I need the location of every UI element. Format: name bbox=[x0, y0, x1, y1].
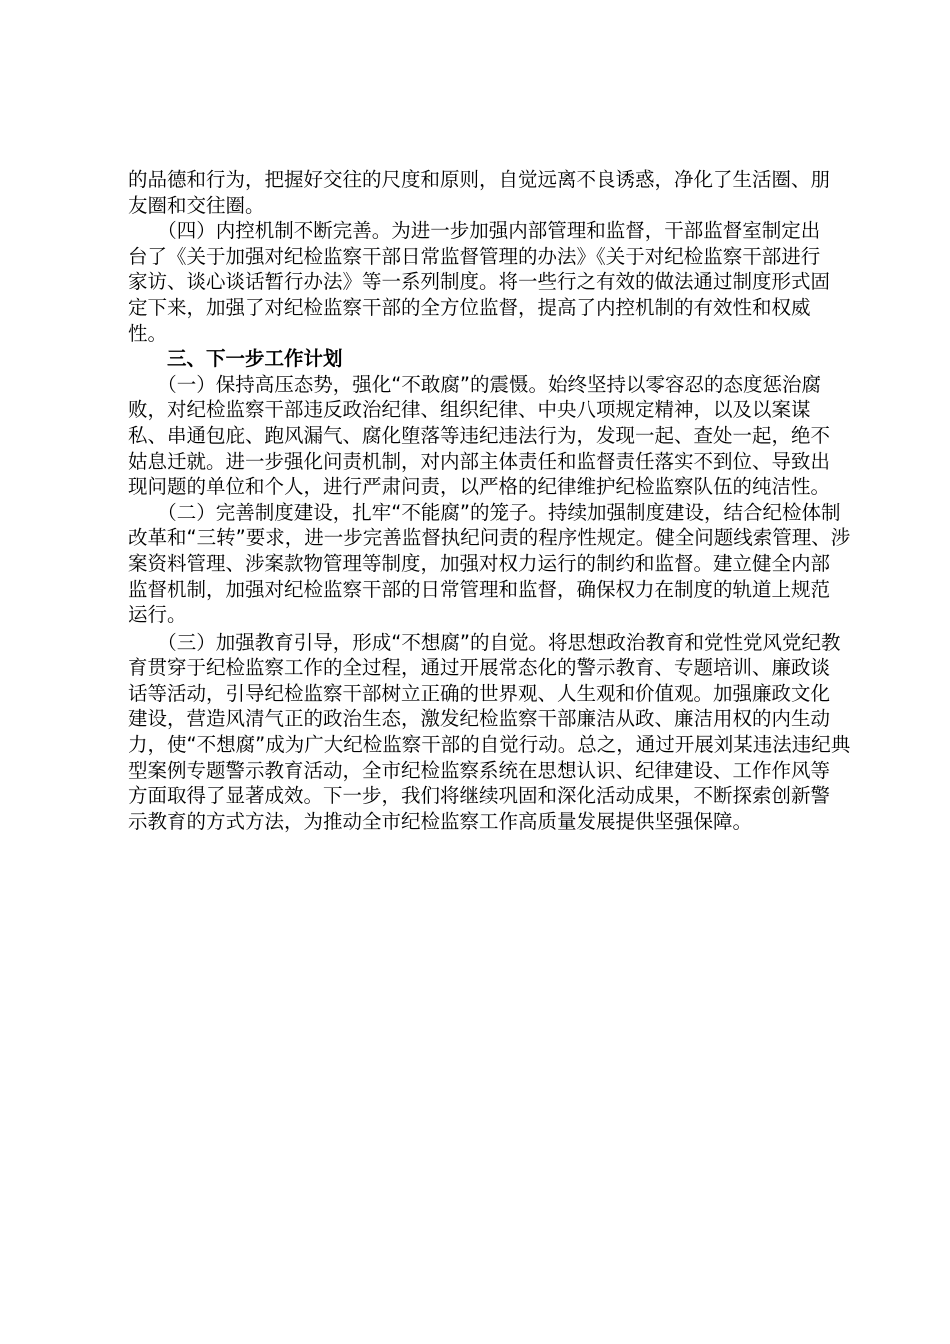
paragraph-p5 bbox=[128, 630, 851, 835]
text-line: 台了《关于加强对纪检监察干部日常监督管理的办法》《关于对纪检监察干部进行 bbox=[128, 244, 821, 268]
text-line: 方面取得了显著成效。下一步，我们将继续巩固和深化活动成果，不断探索创新警 bbox=[128, 784, 831, 808]
text-line: 现问题的单位和个人，进行严肃问责，以严格的纪律维护纪检监察队伍的纯洁性。 bbox=[128, 475, 831, 499]
text-line: 姑息迁就。进一步强化问责机制，对内部主体责任和监督责任落实不到位、导致出 bbox=[128, 449, 831, 473]
text-line: 话等活动，引导纪检监察干部树立正确的世界观、人生观和价值观。加强廉政文化 bbox=[128, 681, 831, 705]
text-line: 监督机制，加强对纪检监察干部的日常管理和监督，确保权力在制度的轨道上规范 bbox=[128, 577, 831, 601]
text-line: （一）保持高压态势，强化“不敢腐”的震慑。始终坚持以零容忍的态度惩治腐 bbox=[128, 372, 821, 396]
text-line: 的品德和行为，把握好交往的尺度和原则，自觉远离不良诱惑，净化了生活圈、朋 bbox=[128, 168, 831, 191]
text-line: 私、串通包庇、跑风漏气、腐化堕落等违纪违法行为，发现一起、查处一起，绝不 bbox=[128, 423, 831, 447]
text-line: （三）加强教育引导，形成“不想腐”的自觉。将思想政治教育和党性党风党纪教 bbox=[128, 630, 841, 654]
text-line: 友圈和交往圈。 bbox=[128, 193, 265, 217]
text-line: 败，对纪检监察干部违反政治纪律、组织纪律、中央八项规定精神，以及以案谋 bbox=[128, 398, 811, 422]
paragraph-p2 bbox=[128, 218, 835, 346]
text-line: 定下来，加强了对纪检监察干部的全方位监督，提高了内控机制的有效性和权威 bbox=[128, 295, 811, 319]
text-line: 案资料管理、涉案款物管理等制度，加强对权力运行的制约和监督。建立健全内部 bbox=[128, 551, 831, 575]
document-body bbox=[128, 167, 851, 834]
text-line: 建设，营造风清气正的政治生态，激发纪检监察干部廉洁从政、廉洁用权的内生动 bbox=[128, 707, 831, 731]
paragraph-p1 bbox=[128, 167, 835, 218]
heading-line: 三、下一步工作计划 bbox=[128, 347, 343, 371]
text-line: （四）内控机制不断完善。为进一步加强内部管理和监督，干部监督室制定出 bbox=[128, 219, 821, 243]
paragraph-p4 bbox=[128, 500, 851, 628]
text-line: 家访、谈心谈话暂行办法》等一系列制度。将一些行之有效的做法通过制度形式固 bbox=[128, 270, 831, 294]
text-line: 力，使“不想腐”成为广大纪检监察干部的自觉行动。总之，通过开展刘某违法违纪典 bbox=[128, 733, 851, 757]
text-line: （二）完善制度建设，扎牢“不能腐”的笼子。持续加强制度建设，结合纪检体制 bbox=[128, 500, 841, 524]
section-heading bbox=[128, 346, 835, 372]
text-line: 改革和“三转”要求，进一步完善监督执纪问责的程序性规定。健全问题线索管理、涉 bbox=[128, 526, 851, 550]
paragraph-p3 bbox=[128, 372, 835, 500]
text-line: 育贯穿于纪检监察工作的全过程，通过开展常态化的警示教育、专题培训、廉政谈 bbox=[128, 656, 831, 680]
text-line: 运行。 bbox=[128, 603, 187, 627]
text-line: 示教育的方式方法，为推动全市纪检监察工作高质量发展提供坚强保障。 bbox=[128, 809, 753, 833]
text-line: 型案例专题警示教育活动，全市纪检监察系统在思想认识、纪律建设、工作作风等 bbox=[128, 758, 831, 782]
text-line: 性。 bbox=[128, 321, 168, 345]
